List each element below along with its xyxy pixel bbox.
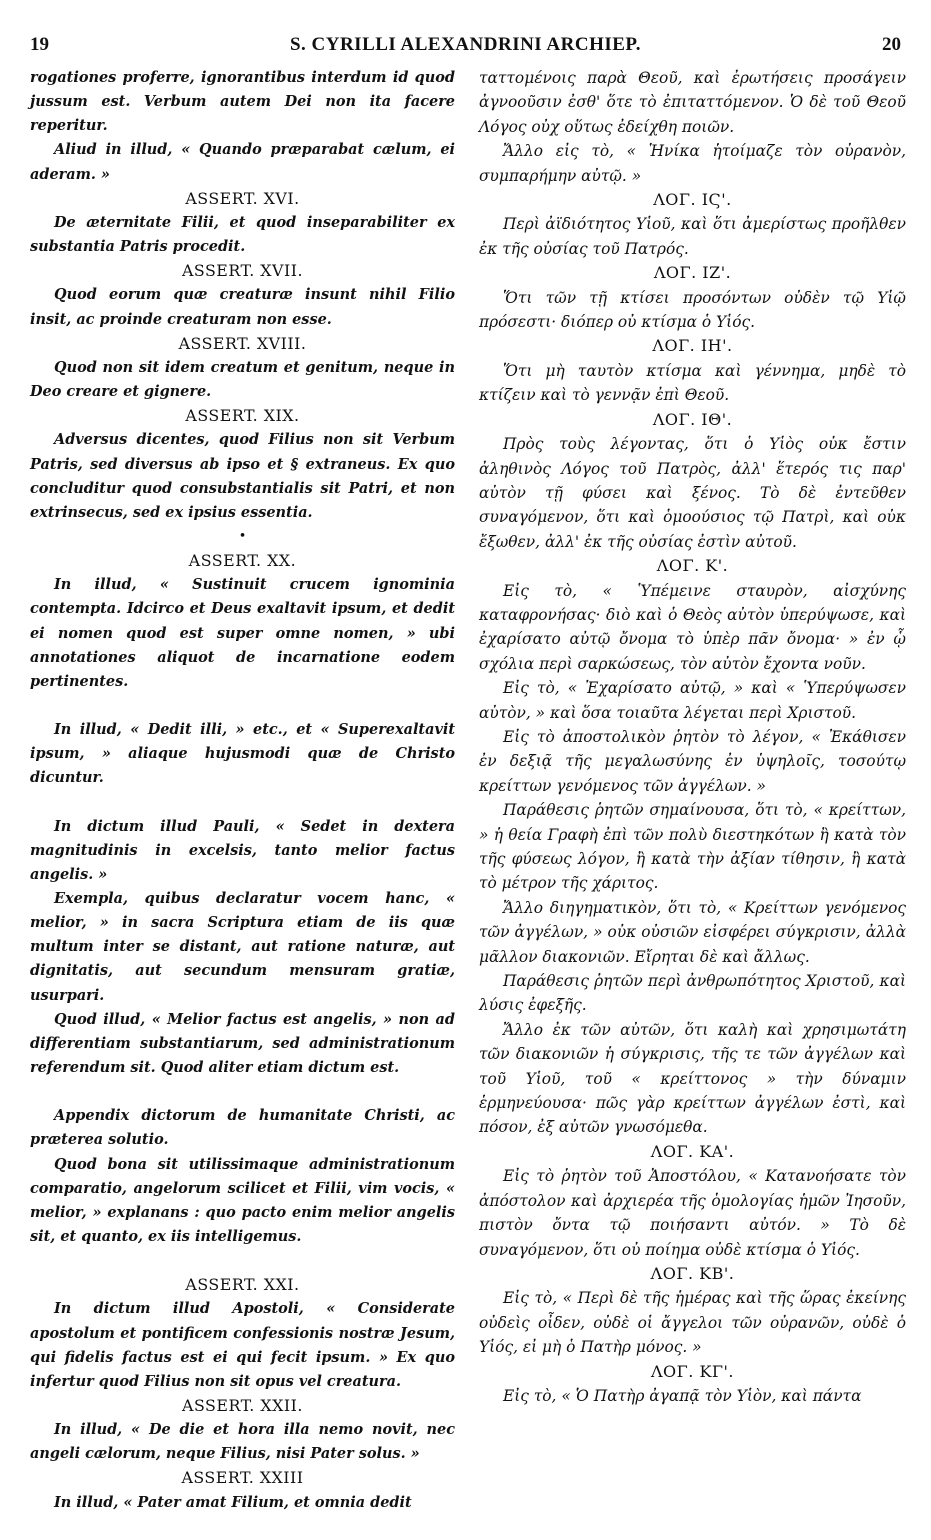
text-paragraph: Ἄλλο εἰς τὸ, « Ἡνίκα ἡτοίμαζε τὸν οὐρανὸν, συμπαρήμην αὐτῷ. » bbox=[479, 142, 906, 185]
text-paragraph: Παράθεσις ῥητῶν περὶ ἀνθρωπότητος Χριστοῦ, καὶ λύσις ἐφεξῆς. bbox=[479, 972, 906, 1015]
text-paragraph: Εἰς τὸ, « Ὁ Πατὴρ ἀγαπᾷ τὸν Υἱὸν, καὶ πάντα bbox=[503, 1386, 862, 1405]
text-paragraph: In illud, « Pater amat Filium, et omnia dedit bbox=[54, 1493, 412, 1511]
text-paragraph: Εἰς τὸ, « Ἐχαρίσατο αὐτῷ, » καὶ « Ὑπερύψωσεν αὐτὸν, » καὶ ὅσα τοιαῦτα λέγεται περὶ Χριστοῦ. bbox=[479, 679, 906, 722]
text-paragraph: In dictum illud Pauli, « Sedet in dextera magnitudinis in excelsis, tanto melior factus angelis. » bbox=[30, 817, 455, 883]
section-heading: ASSERT. XXI. bbox=[185, 1275, 300, 1295]
left-page-number: 19 bbox=[30, 34, 49, 55]
section-heading: ΛΟΓ. ΙΖ'. bbox=[653, 263, 732, 283]
text-paragraph: In dictum illud Apostoli, « Considerate apostolum et pontificem confessionis nostræ Jesum, qui fidelis factus est ei qui fecit ipsum. » Ex quo infertur quod Filius non sit opus vel creatura. bbox=[30, 1300, 455, 1390]
text-paragraph: Εἰς τὸ, « Ὑπέμεινε σταυρὸν, αἰσχύνης καταφρονήσας· διὸ καὶ ὁ Θεὸς αὐτὸν ὑπερύψωσε, καὶ ἐχαρίσατο αὐτῷ ὄνομα τὸ ὑπὲρ πᾶν ὄνομα· » ἐν ᾧ σχόλια περὶ σαρκώσεως, τὸν αὐτὸν ἔχοντα νοῦν. bbox=[479, 581, 906, 673]
section-heading: ΛΟΓ. ΙϚ'. bbox=[653, 190, 732, 210]
section-heading: ΛΟΓ. ΚΑ'. bbox=[650, 1141, 735, 1161]
text-paragraph: Ὅτι τῶν τῇ κτίσει προσόντων οὐδὲν τῷ Υἱῷ πρόσεστι· διόπερ οὐ κτίσμα ὁ Υἱός. bbox=[479, 288, 906, 332]
text-paragraph: Appendix dictorum de humanitate Christi, ac præterea solutio. bbox=[30, 1107, 455, 1149]
text-paragraph: Περὶ ἀϊδιότητος Υἱοῦ, καὶ ὅτι ἀμερίστως προῆλθεν ἐκ τῆς οὐσίας τοῦ Πατρός. bbox=[479, 215, 906, 258]
running-title: S. CYRILLI ALEXANDRINI ARCHIEP. bbox=[289, 34, 642, 55]
section-heading: ASSERT. XIX. bbox=[185, 406, 300, 426]
text-paragraph: rogationes proferre, ignorantibus interdum id quod jussum est. Verbum autem Dei non ita facere reperitur. bbox=[30, 69, 455, 135]
section-heading: ΛΟΓ. ΙΘ'. bbox=[652, 409, 733, 429]
text-paragraph: Ἄλλο ἐκ τῶν αὐτῶν, ὅτι καλὴ καὶ χρησιμωτάτη τῶν διακονιῶν ἡ σύγκρισις, τῆς τε τῶν ἀγγέλων καὶ τοῦ Υἱοῦ, τοῦ « κρείττονος » τὴν δύναμιν ἑρμηνεύουσα· πῶς γὰρ κρείττων ἀγγέλων ἐστὶ, καὶ πόσον, ἐξ αὐτῶν γνωσόμεθα. bbox=[479, 1020, 906, 1137]
text-paragraph: Εἰς τὸ, « Περὶ δὲ τῆς ἡμέρας καὶ τῆς ὥρας ἐκείνης οὐδεὶς οἶδεν, οὐδὲ οἱ ἄγγελοι τῶν οὐρανῶν, οὐδὲ ὁ Υἱός, εἰ μὴ ὁ Πατὴρ μόνος. » bbox=[479, 1289, 906, 1357]
text-paragraph: De æternitate Filii, et quod inseparabiliter ex substantia Patris procedit. bbox=[30, 213, 455, 256]
spacer bbox=[30, 1080, 455, 1104]
greek-column bbox=[479, 66, 906, 1408]
section-heading: ASSERT. XVII. bbox=[181, 261, 304, 281]
section-heading: ASSERT. XVI. bbox=[185, 188, 300, 208]
text-paragraph: Quod eorum quæ creaturæ insunt nihil Filio insit, ac proinde creaturam non esse. bbox=[30, 286, 455, 328]
section-heading: ASSERT. XVIII. bbox=[178, 333, 307, 353]
running-header bbox=[28, 30, 903, 60]
text-paragraph: ταττομένοις παρὰ Θεοῦ, καὶ ἐρωτήσεις προσάγειν ἀγνοοῦσιν ἐσθ' ὅτε τὸ ἐπιταττόμενον. Ὁ δὲ τοῦ Θεοῦ Λόγος οὐχ οὕτως ἐδείχθη ποιῶν. bbox=[479, 69, 906, 136]
text-paragraph: In illud, « Sustinuit crucem ignominia contempta. Idcirco et Deus exaltavit ipsum, et dedit ei nomen quod est super omne nomen, » ubi annotationes aliquot de incarnatione eodem pertinentes. bbox=[30, 576, 455, 690]
section-heading: ASSERT. XXIII bbox=[181, 1468, 304, 1488]
section-heading: ASSERT. XX. bbox=[188, 551, 297, 571]
text-paragraph: Quod non sit idem creatum et genitum, neque in Deo creare et gignere. bbox=[30, 358, 455, 401]
text-paragraph: Quod bona sit utilissimaque administrationum comparatio, angelorum scilicet et Filii, vim vocis, « melior, » explanans : quo pacto enim melior angelis sit, et quanto, ex iis intelligemus. bbox=[30, 1155, 455, 1246]
spacer bbox=[30, 694, 455, 718]
text-paragraph: Πρὸς τοὺς λέγοντας, ὅτι ὁ Υἱὸς οὐκ ἔστιν ἀληθινὸς Λόγος τοῦ Πατρὸς, ἀλλ' ἕτερός τις παρ' αὐτὸν τῇ φύσει καὶ ξένος. Τὸ δὲ ἐντεῦθεν συναγόμενον, ὅτι καὶ ὁμοούσιος τῷ Πατρὶ, καὶ οὐκ ἔξωθεν, ἀλλ' ἐκ τῆς οὐσίας ἐστὶν αὐτοῦ. bbox=[479, 435, 906, 551]
text-paragraph: Adversus dicentes, quod Filius non sit Verbum Patris, sed diversus ab ipso et § extraneus. Ex quo concluditur quod consubstantialis sit Patri, et non extrinsecus, sed ex ipsius essentia. bbox=[30, 431, 455, 521]
section-heading: ASSERT. XXII. bbox=[182, 1395, 303, 1415]
spacer bbox=[30, 791, 455, 815]
text-paragraph: Ἄλλο διηγηματικὸν, ὅτι τὸ, « Κρείττων γενόμενος τῶν ἀγγέλων, » οὐκ οὐσιῶν εἰσφέρει σύγκρισιν, ἀλλὰ μᾶλλον διακονιῶν. Εἴρηται δὲ καὶ ἄλλως. bbox=[479, 898, 906, 966]
text-paragraph: Ὅτι μὴ ταυτὸν κτίσμα καὶ γέννημα, μηδὲ τὸ κτίζειν καὶ τὸ γεννᾷν ἐπὶ Θεοῦ. bbox=[479, 361, 906, 405]
text-paragraph: Aliud in illud, « Quando præparabat cælum, ei aderam. » bbox=[30, 141, 455, 183]
latin-column bbox=[30, 66, 455, 1515]
text-paragraph: Παράθεσις ῥητῶν σημαίνουσα, ὅτι τὸ, « κρείττων, » ἡ θεία Γραφὴ ἐπὶ τῶν πολὺ διεστηκότων ἢ κατὰ τὸν τῆς φύσεως λόγον, ἢ κατὰ τὴν ἀξίαν τίθησιν, ἢ κατὰ τὸ μέτρον τῆς χάριτος. bbox=[479, 801, 906, 893]
right-page-number: 20 bbox=[882, 34, 901, 55]
text-paragraph: Εἰς τὸ ῥητὸν τοῦ Ἀποστόλου, « Κατανοήσατε τὸν ἀπόστολον καὶ ἀρχιερέα τῆς ὁμολογίας ἡμῶν Ἰησοῦν, πιστὸν ὄντα τῷ ποιήσαντι αὐτόν. » Τὸ δὲ συναγόμενον, ὅτι οὐ ποίημα οὐδὲ κτίσμα ὁ Υἱός. bbox=[479, 1167, 906, 1259]
text-paragraph: In illud, « Dedit illi, » etc., et « Superexaltavit ipsum, » aliaque hujusmodi quæ de Christo dicuntur. bbox=[30, 721, 455, 787]
section-heading: ΛΟΓ. ΙΗ'. bbox=[652, 336, 733, 356]
separator-dot: • bbox=[238, 528, 247, 544]
section-heading: ΛΟΓ. ΚΒ'. bbox=[650, 1263, 735, 1283]
section-heading: ΛΟΓ. Κ'. bbox=[656, 556, 729, 576]
text-paragraph: Quod illud, « Melior factus est angelis, » non ad differentiam substantiarum, sed administrationum referendum sit. Quod aliter etiam dictum est. bbox=[30, 1010, 455, 1077]
text-paragraph: In illud, « De die et hora illa nemo novit, nec angeli cælorum, neque Filius, nisi Pater solus. » bbox=[30, 1421, 455, 1463]
section-heading: ΛΟΓ. ΚΓ'. bbox=[651, 1361, 734, 1381]
text-paragraph: Εἰς τὸ ἀποστολικὸν ῥητὸν τὸ λέγον, « Ἐκάθισεν ἐν δεξιᾷ τῆς μεγαλωσύνης ἐν ὑψηλοῖς, τοσούτῳ κρείττων γενόμενος τῶν ἀγγέλων. » bbox=[479, 727, 906, 795]
spacer bbox=[30, 1249, 455, 1273]
text-paragraph: Exempla, quibus declaratur vocem hanc, « melior, » in sacra Scriptura etiam de iis quæ multum inter se distant, aut ratione naturæ, aut dignitatis, aut secundum mensuram gratiæ, usurpari. bbox=[30, 890, 455, 1004]
